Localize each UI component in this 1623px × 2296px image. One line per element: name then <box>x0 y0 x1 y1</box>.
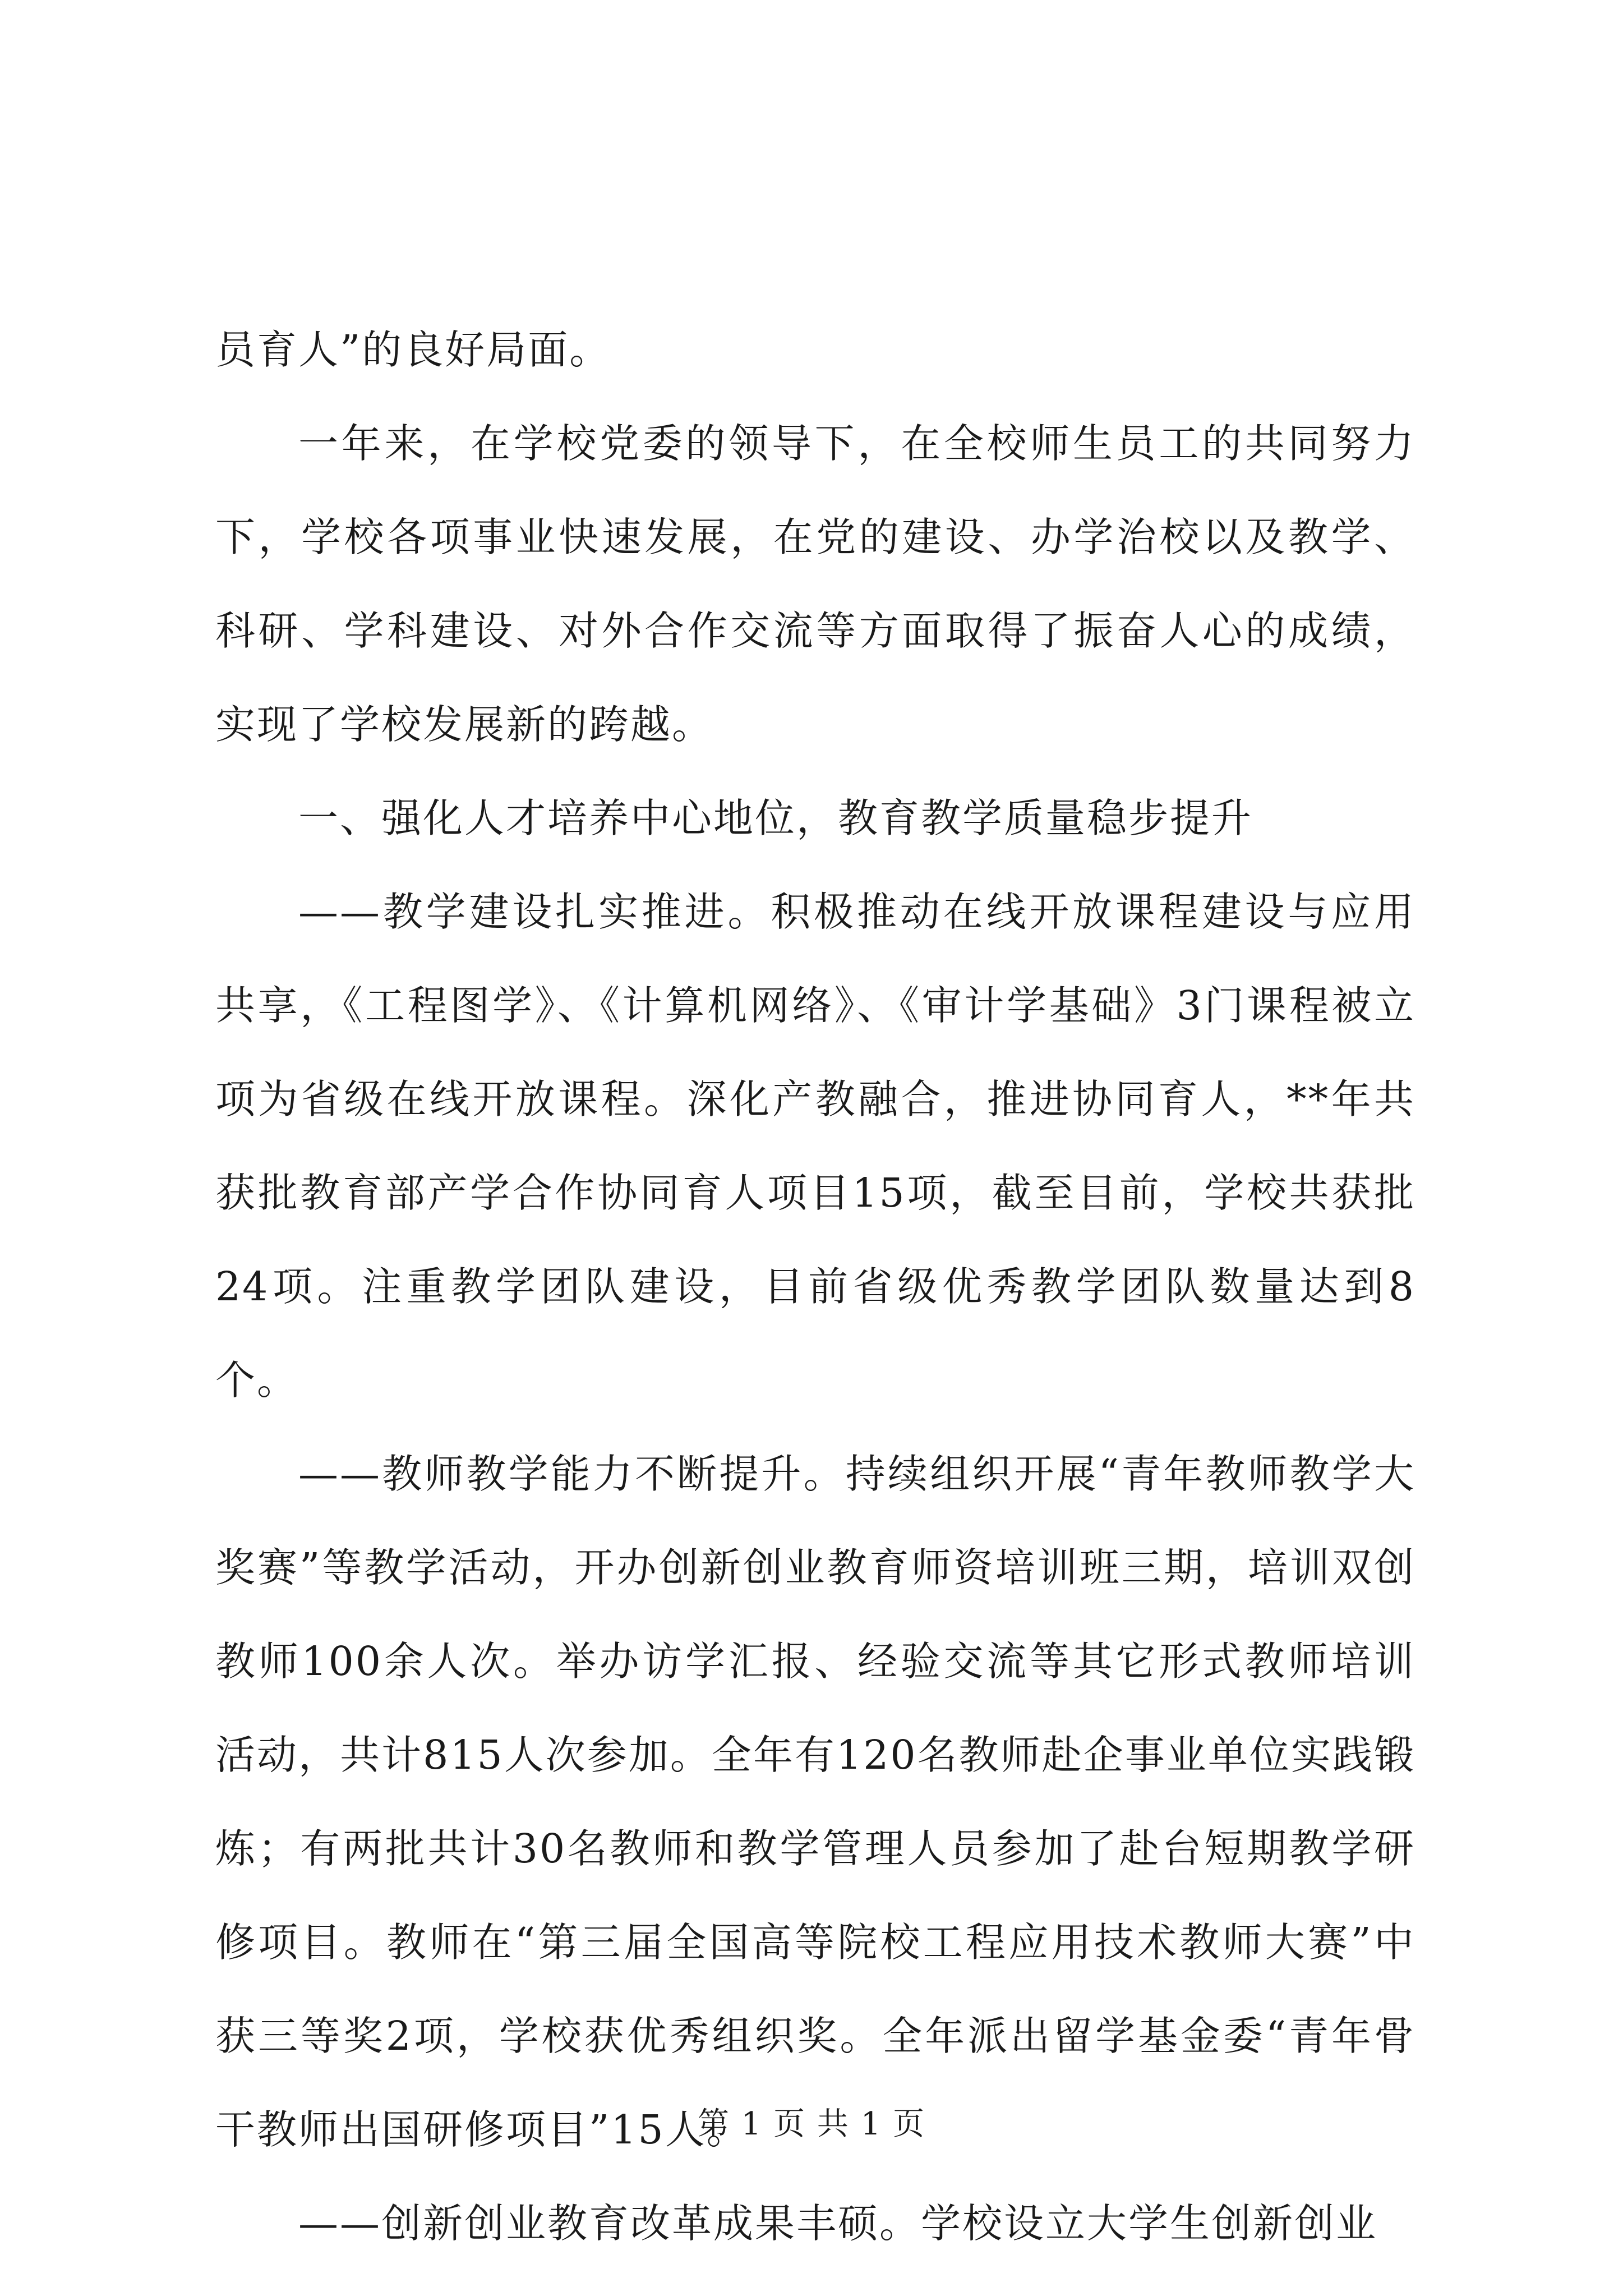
document-body <box>215 303 1415 2270</box>
paragraph-continuation: 员育人”的良好局面。 <box>215 326 611 373</box>
paragraph-teaching-construction: ——教学建设扎实推进。积极推动在线开放课程建设与应用共享，《工程图学》、《计算机网络》、《审计学基础》3门课程被立项为省级在线开放课程。深化产教融合，推进协同育人，**年共获批教育部产学合作协同育人项目15项，截至目前，学校共获批24项。注重教学团队建设，目前省级优秀教学团队数量达到8个。 <box>215 889 1415 1404</box>
paragraph-teacher-ability: ——教师教学能力不断提升。持续组织开展“青年教师教学大奖赛”等教学活动，开办创新创业教育师资培训班三期，培训双创教师100余人次。举办访学汇报、经验交流等其它形式教师培训活动，共计815人次参加。全年有120名教师赴企事业单位实践锻炼；有两批共计30名教师和教学管理人员参加了赴台短期教学研修项目。教师在“第三届全国高等院校工程应用技术教师大赛”中获三等奖2项，学校获优秀组织奖。全年派出留学基金委“青年骨干教师出国研修项目”15人。 <box>215 1451 1415 2153</box>
paragraph-innovation-education: ——创新创业教育改革成果丰硕。学校设立大学生创新创业 <box>298 2200 1378 2247</box>
page-footer: 第 1 页 共 1 页 <box>697 2106 926 2142</box>
section-heading: 一、强化人才培养中心地位，教育教学质量稳步提升 <box>298 795 1253 841</box>
paragraph-summary: 一年来，在学校党委的领导下，在全校师生员工的共同努力下，学校各项事业快速发展，在党的建设、办学治校以及教学、科研、学科建设、对外合作交流等方面取得了振奋人心的成绩，实现了学校发展新的跨越。 <box>215 420 1415 748</box>
